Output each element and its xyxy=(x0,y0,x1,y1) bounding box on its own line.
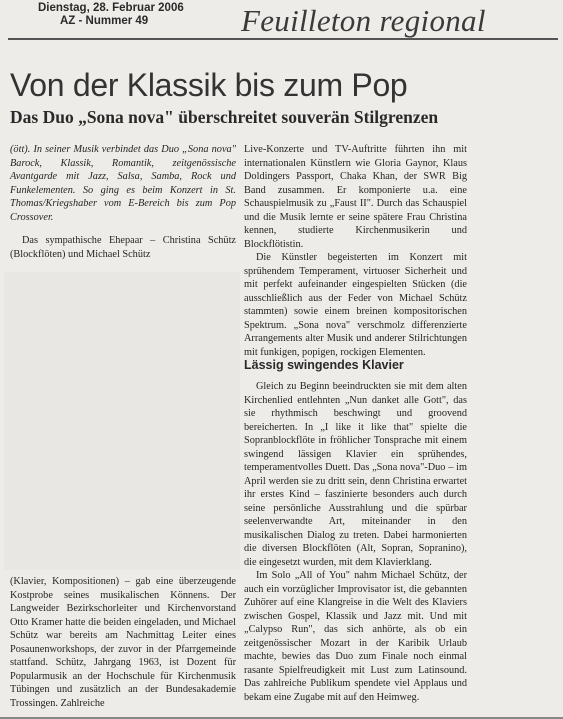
article-headline: Von der Klassik bis zum Pop xyxy=(10,67,408,103)
article-paragraph: Das sympathische Ehepaar – Christina Schütz (Blockflöten) und Michael Schütz xyxy=(10,235,236,260)
header-issue: AZ - Nummer 49 xyxy=(60,15,149,27)
header-date: Dienstag, 28. Februar 2006 xyxy=(38,2,184,14)
article-paragraph: Die Künstler begeisterten im Konzert mit sprühendem Temperament, virtuoser Sicherheit und mit perfekt aufeinander eingespielten Stücken (die ausschließlich aus der Feder von Michael Schütz stammten) sowie einem breinen kompositorischen Spektrum. „Sona nova" verschmolz differenzierte Arrangements alter Musik und anderer Stilrichtungen mit funkigen, popigen, rockigen Elementen. xyxy=(244,252,467,358)
header-date-block xyxy=(38,2,184,28)
article-column-1-bottom xyxy=(10,575,236,710)
article-subtitle: Lässig swingendes Klavier xyxy=(244,358,404,372)
article-paragraph: Live-Konzerte und TV-Auftritte führten ihn mit internationalen Künstlern wie Gloria Gaynor, Klaus Doldingers Passport, Chaka Khan, der SWR Big Band zusammen. Er komponierte u.a. eine Schauspielmusik zu „Faust II". Durch das Schauspiel und die Musik lernte er seine spätere Frau Christina kennen, studierte Kirchenmusikerin und Blockflötistin. xyxy=(244,144,467,250)
photo-area xyxy=(4,272,240,570)
header-rule xyxy=(8,38,558,40)
article-column-1-top xyxy=(10,143,236,261)
article-paragraph: Im Solo „All of You" nahm Michael Schütz, der auch ein vorzüglicher Improvisator ist, die gebannten Zuhörer auf eine Klangreise in die Welt des Klaviers zwischen Gospel, Klassik und Jazz mit. Und mit „Calypso Run", das sich anhörte, als ob ein zeitgenössischer Mozart in der Karibik Urlaub machte, bewies das Duo zum Finale noch einmal rasante Spielfreudigkeit mit Lust zum Latinsound. Das zahlreiche Publikum spendete viel Applaus und bekam eine Zugabe mit auf den Heimweg. xyxy=(244,570,467,703)
article-column-2 xyxy=(244,143,467,359)
article-column-2-lower xyxy=(244,380,467,704)
section-title: Feuilleton regional xyxy=(241,3,486,38)
article-paragraph: (Klavier, Kompositionen) – gab eine überzeugende Kostprobe seines musikalischen Könnens. Der Langweider Bezirkschorleiter und Kirchenvorstand Otto Kramer hatte die beiden eingeladen, und Michael Schütz war bereits am Nachmittag Leiter eines Posaunenworkshops, der zuvor in der Pfarrgemeinde stattfand. Schütz, Jahrgang 1963, ist Dozent für Popularmusik an der Hochschule für Kirchenmusik Tübingen und zusätzlich an der Bundesakademie Trossingen. Zahlreiche xyxy=(10,576,236,709)
article-subheadline: Das Duo „Sona nova" überschreitet souverän Stilgrenzen xyxy=(10,107,439,127)
article-lead: (ött). In seiner Musik verbindet das Duo „Sona nova" Barock, Klassik, Romantik, zeitgenössische Avantgarde mit Jazz, Salsa, Samba, Rock und Funkelementen. So ging es beim Konzert in St. Thomas/Kriegshaber vom E-Bereich bis zum Pop Crossover. xyxy=(10,144,236,223)
article-paragraph: Gleich zu Beginn beeindruckten sie mit dem alten Kirchenlied entlehnten „Nun danket alle Gott", das sie rhythmisch beschwingt und groovend bereicherten. In „I like it like that" spielte die Sopranblockflöte in fröhlicher Tonsprache mit einem swingend lässigen Klavier ein sprühendes, temperamentvolles Duett. Das „Sona nova"-Duo – im April werden sie zu dritt sein, denn Christina erwartet ihr erstes Kind – faszinierte besonders auch durch seine persönliche Ausstrahlung und die spürbar seelenverwandte Art, miteinander in den musikalischen Dialog zu treten. Dabei harmonierten die diversen Blockflöten (Alt, Sopran, Sopranino), die eingesetzt wurden, mit dem Klavierklang. xyxy=(244,381,467,568)
